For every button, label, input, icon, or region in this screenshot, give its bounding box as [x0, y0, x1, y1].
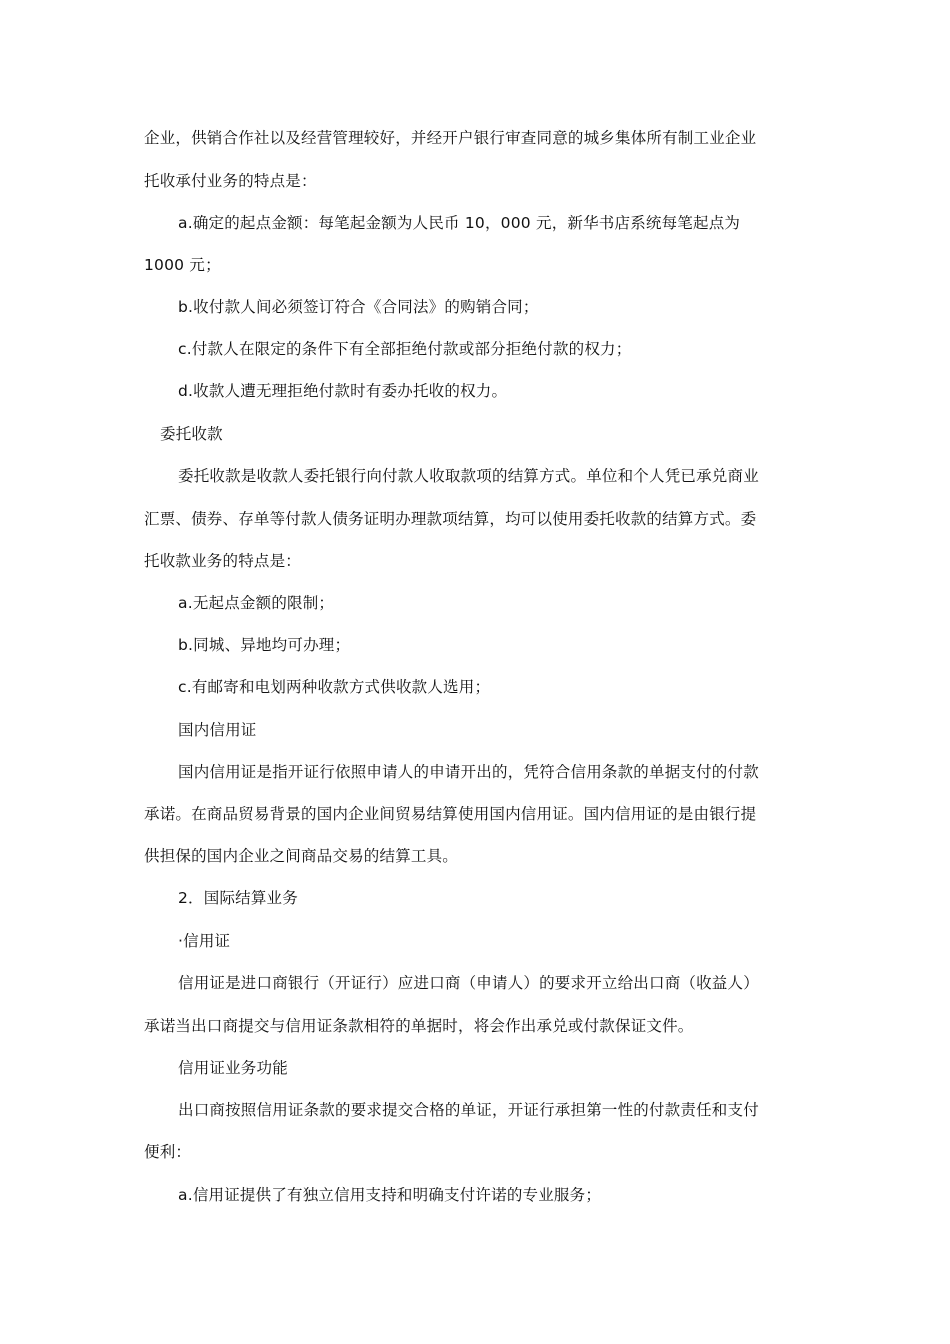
section-heading: ·信用证: [178, 932, 231, 950]
list-item: a.信用证提供了有独立信用支持和明确支付许诺的专业服务；: [178, 1186, 602, 1204]
section-heading: 国内信用证: [178, 721, 257, 739]
paragraph-line: 供担保的国内企业之间商品交易的结算工具。: [144, 847, 459, 865]
list-item: a.确定的起点金额：每笔起金额为人民币 10，000 元，新华书店系统每笔起点为: [178, 214, 741, 232]
list-item: c.付款人在限定的条件下有全部拒绝付款或部分拒绝付款的权力；: [178, 340, 632, 358]
paragraph-line: 便利：: [144, 1143, 192, 1161]
list-item: b.收付款人间必须签订符合《合同法》的购销合同；: [178, 298, 539, 316]
paragraph-line: 托收款业务的特点是：: [144, 552, 302, 570]
paragraph-line: 托收承付业务的特点是：: [144, 172, 317, 190]
list-item: b.同城、异地均可办理；: [178, 636, 351, 654]
paragraph-line: 企业，供销合作社以及经营管理较好，并经开户银行审查同意的城乡集体所有制工业企业: [144, 129, 757, 147]
section-heading: 委托收款: [160, 425, 223, 443]
list-item: c.有邮寄和电划两种收款方式供收款人选用；: [178, 678, 491, 696]
paragraph-line: 承诺当出口商提交与信用证条款相符的单据时，将会作出承兑或付款保证文件。: [144, 1017, 694, 1035]
section-heading: 2．国际结算业务: [178, 889, 298, 907]
paragraph-line: 国内信用证是指开证行依照申请人的申请开出的，凭符合信用条款的单据支付的付款: [178, 763, 759, 781]
paragraph-line: 信用证是进口商银行（开证行）应进口商（申请人）的要求开立给出口商（收益人）: [178, 974, 759, 992]
list-item: d.收款人遭无理拒绝付款时有委办托收的权力。: [178, 382, 508, 400]
paragraph-line: 承诺。在商品贸易背景的国内企业间贸易结算使用国内信用证。国内信用证的是由银行提: [144, 805, 757, 823]
list-item-continuation: 1000 元；: [144, 256, 221, 274]
paragraph-line: 汇票、债券、存单等付款人债务证明办理款项结算，均可以使用委托收款的结算方式。委: [144, 510, 757, 528]
section-heading: 信用证业务功能: [178, 1059, 288, 1077]
paragraph-line: 委托收款是收款人委托银行向付款人收取款项的结算方式。单位和个人凭已承兑商业: [178, 467, 759, 485]
list-item: a.无起点金额的限制；: [178, 594, 335, 612]
paragraph-line: 出口商按照信用证条款的要求提交合格的单证，开证行承担第一性的付款责任和支付: [178, 1101, 759, 1119]
